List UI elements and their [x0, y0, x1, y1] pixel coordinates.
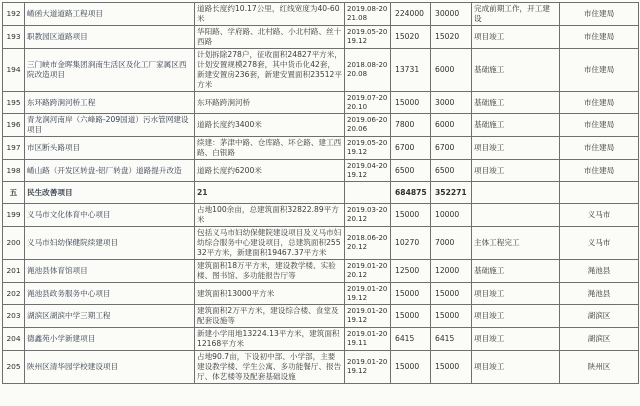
cell-planned: 7000	[431, 227, 472, 260]
cell-total: 15000	[391, 283, 431, 305]
cell-content: 计划拆除278户，征收面积24827平方米，计划安置规模278套，其中货币化42套，新建安置房236套，新建安置面积23512平方米	[195, 49, 345, 92]
cell-name: 崤函大道道路工程项目	[25, 3, 195, 26]
cell-owner: 湖滨区	[560, 328, 639, 351]
cell-planned: 6000	[431, 49, 472, 92]
cell-content: 道路长度约6200米	[195, 160, 345, 182]
cell-content: 新建小学用地13224.13平方米，建筑面积12168平方米	[195, 328, 345, 351]
cell-owner: 渑池县	[560, 283, 639, 305]
cell-total: 15000	[391, 351, 431, 384]
cell-name: 三门峡市金晖集团涧南生活区及化工厂家属区西院改造项目	[25, 49, 195, 92]
cell-content: 道路长度约10.17公里，红线宽度为40-60米	[195, 3, 345, 26]
cell-planned: 30000	[431, 3, 472, 26]
table-row	[3, 283, 639, 305]
table-row	[3, 227, 639, 260]
cell-planned: 6700	[431, 137, 472, 160]
cell-status: 项目竣工	[472, 351, 560, 384]
cell-name: 湖滨区湖滨中学三期工程	[25, 305, 195, 328]
cell-content: 东环路跨涧河桥	[195, 92, 345, 114]
cell-status: 项目竣工	[472, 160, 560, 182]
cell-name: 职教园区道路项目	[25, 26, 195, 49]
cell-no: 192	[3, 3, 25, 26]
table-row	[3, 3, 639, 26]
cell-name: 渑池县体育馆项目	[25, 260, 195, 283]
cell-owner	[560, 182, 639, 204]
cell-no: 201	[3, 260, 25, 283]
cell-status: 基础施工	[472, 92, 560, 114]
cell-no: 200	[3, 227, 25, 260]
cell-name: 崤山路（开发区转盘-铝厂转盘）道路提升改造	[25, 160, 195, 182]
cell-status: 基础施工	[472, 260, 560, 283]
cell-total: 13731	[391, 49, 431, 92]
cell-period: 2019.01-2019.11	[345, 328, 391, 351]
cell-no: 193	[3, 26, 25, 49]
table-row	[3, 260, 639, 283]
cell-no: 205	[3, 351, 25, 384]
cell-period: 2018.08-2020.08	[345, 49, 391, 92]
cell-content: 21	[195, 182, 345, 204]
table-row	[3, 204, 639, 227]
cell-planned: 6415	[431, 328, 472, 351]
cell-no: 197	[3, 137, 25, 160]
cell-name: 市区断头路项目	[25, 137, 195, 160]
table-row	[3, 351, 639, 384]
table-row	[3, 137, 639, 160]
cell-period: 2019.07-2020.10	[345, 92, 391, 114]
cell-status	[472, 182, 560, 204]
cell-no: 199	[3, 204, 25, 227]
cell-no: 五	[3, 182, 25, 204]
cell-period: 2019.08-2021.08	[345, 3, 391, 26]
cell-owner: 义马市	[560, 204, 639, 227]
cell-status: 项目竣工	[472, 137, 560, 160]
cell-planned: 12000	[431, 260, 472, 283]
cell-period: 2019.06-2020.06	[345, 114, 391, 137]
table-row	[3, 305, 639, 328]
cell-content: 华阳路、学府路、北村路、小北村路、丝十西路	[195, 26, 345, 49]
cell-content: 包括义马市妇幼保健院建设项目及义马市妇幼综合服务中心建设项目，总建筑面积25532平方米，新建面积19467.37平方米	[195, 227, 345, 260]
cell-period: 2019.03-2020.12	[345, 204, 391, 227]
cell-planned: 6000	[431, 114, 472, 137]
cell-period: 2018.06-2020.12	[345, 227, 391, 260]
cell-owner: 义马市	[560, 227, 639, 260]
cell-planned: 15000	[431, 305, 472, 328]
cell-period: 2019.01-2019.12	[345, 283, 391, 305]
cell-name: 民生改善项目	[25, 182, 195, 204]
cell-total: 15000	[391, 92, 431, 114]
cell-status: 基础施工	[472, 114, 560, 137]
cell-name: 青龙涧河南岸（六峰路-209国道）污水管网建设项目	[25, 114, 195, 137]
cell-owner: 渑池县	[560, 260, 639, 283]
cell-no: 204	[3, 328, 25, 351]
cell-total: 684875	[391, 182, 431, 204]
table-row	[3, 114, 639, 137]
project-table	[2, 2, 639, 384]
cell-total: 6415	[391, 328, 431, 351]
cell-content: 建筑面积18万平方米，建设教学楼、实验楼、图书馆、多功能报告厅等	[195, 260, 345, 283]
cell-name: 陕州区清华园学校建设项目	[25, 351, 195, 384]
cell-period: 2019.05-2019.12	[345, 137, 391, 160]
cell-owner: 市住建局	[560, 114, 639, 137]
cell-name: 义马市文化体育中心项目	[25, 204, 195, 227]
cell-total: 7800	[391, 114, 431, 137]
cell-period: 2019.01-2019.12	[345, 351, 391, 384]
cell-status	[472, 204, 560, 227]
cell-total: 6700	[391, 137, 431, 160]
cell-total: 15000	[391, 305, 431, 328]
cell-name: 义马市妇幼保健院续建项目	[25, 227, 195, 260]
table-row	[3, 160, 639, 182]
cell-total: 15000	[391, 204, 431, 227]
cell-total: 10270	[391, 227, 431, 260]
cell-period: 2019.05-2019.12	[345, 26, 391, 49]
cell-period: 2019.04-2019.12	[345, 160, 391, 182]
cell-owner: 市住建局	[560, 26, 639, 49]
cell-status: 基础施工	[472, 49, 560, 92]
cell-owner: 市住建局	[560, 3, 639, 26]
table-row	[3, 26, 639, 49]
cell-no: 196	[3, 114, 25, 137]
cell-planned: 3000	[431, 92, 472, 114]
cell-owner: 陕州区	[560, 351, 639, 384]
cell-status: 主体工程完工	[472, 227, 560, 260]
cell-owner: 市住建局	[560, 49, 639, 92]
cell-period	[345, 182, 391, 204]
cell-status: 项目竣工	[472, 328, 560, 351]
cell-no: 195	[3, 92, 25, 114]
cell-owner: 市住建局	[560, 137, 639, 160]
table-row	[3, 328, 639, 351]
table-row	[3, 92, 639, 114]
cell-status: 完成前期工作，开工建设	[472, 3, 560, 26]
cell-content: 续建：茅津中路、仓库路、坏仑路、建工西路、白银路	[195, 137, 345, 160]
cell-total: 15020	[391, 26, 431, 49]
cell-name: 东环路跨涧河桥工程	[25, 92, 195, 114]
cell-content: 占地100余亩，总建筑面积32822.89平方米	[195, 204, 345, 227]
cell-planned: 15000	[431, 283, 472, 305]
cell-no: 194	[3, 49, 25, 92]
cell-owner: 市住建局	[560, 160, 639, 182]
cell-planned: 15020	[431, 26, 472, 49]
cell-planned: 6500	[431, 160, 472, 182]
cell-status: 项目竣工	[472, 283, 560, 305]
cell-no: 198	[3, 160, 25, 182]
cell-status: 项目竣工	[472, 26, 560, 49]
cell-content: 建筑面积2万平方米，建设综合楼、食堂及配套设施等	[195, 305, 345, 328]
cell-content: 建筑面积13000平方米	[195, 283, 345, 305]
cell-total: 6500	[391, 160, 431, 182]
cell-planned: 15000	[431, 351, 472, 384]
section-row	[3, 182, 639, 204]
cell-owner: 湖滨区	[560, 305, 639, 328]
cell-name: 德鑫苑小学新建项目	[25, 328, 195, 351]
table-body	[3, 3, 639, 384]
table-row	[3, 49, 639, 92]
cell-content: 占地90.7亩，下设初中部、小学部，主要建设教学楼、学生公寓、多功能餐厅、报告厅、体艺楼等及配套基础设施	[195, 351, 345, 384]
cell-total: 12500	[391, 260, 431, 283]
cell-period: 2019.01-2019.12	[345, 305, 391, 328]
cell-owner: 市住建局	[560, 92, 639, 114]
cell-no: 203	[3, 305, 25, 328]
cell-planned: 352271	[431, 182, 472, 204]
cell-planned: 10000	[431, 204, 472, 227]
cell-period: 2019.01-2020.12	[345, 260, 391, 283]
cell-content: 道路长度约3400米	[195, 114, 345, 137]
cell-no: 202	[3, 283, 25, 305]
cell-status: 项目竣工	[472, 305, 560, 328]
cell-name: 渑池县政务服务中心项目	[25, 283, 195, 305]
cell-total: 224000	[391, 3, 431, 26]
